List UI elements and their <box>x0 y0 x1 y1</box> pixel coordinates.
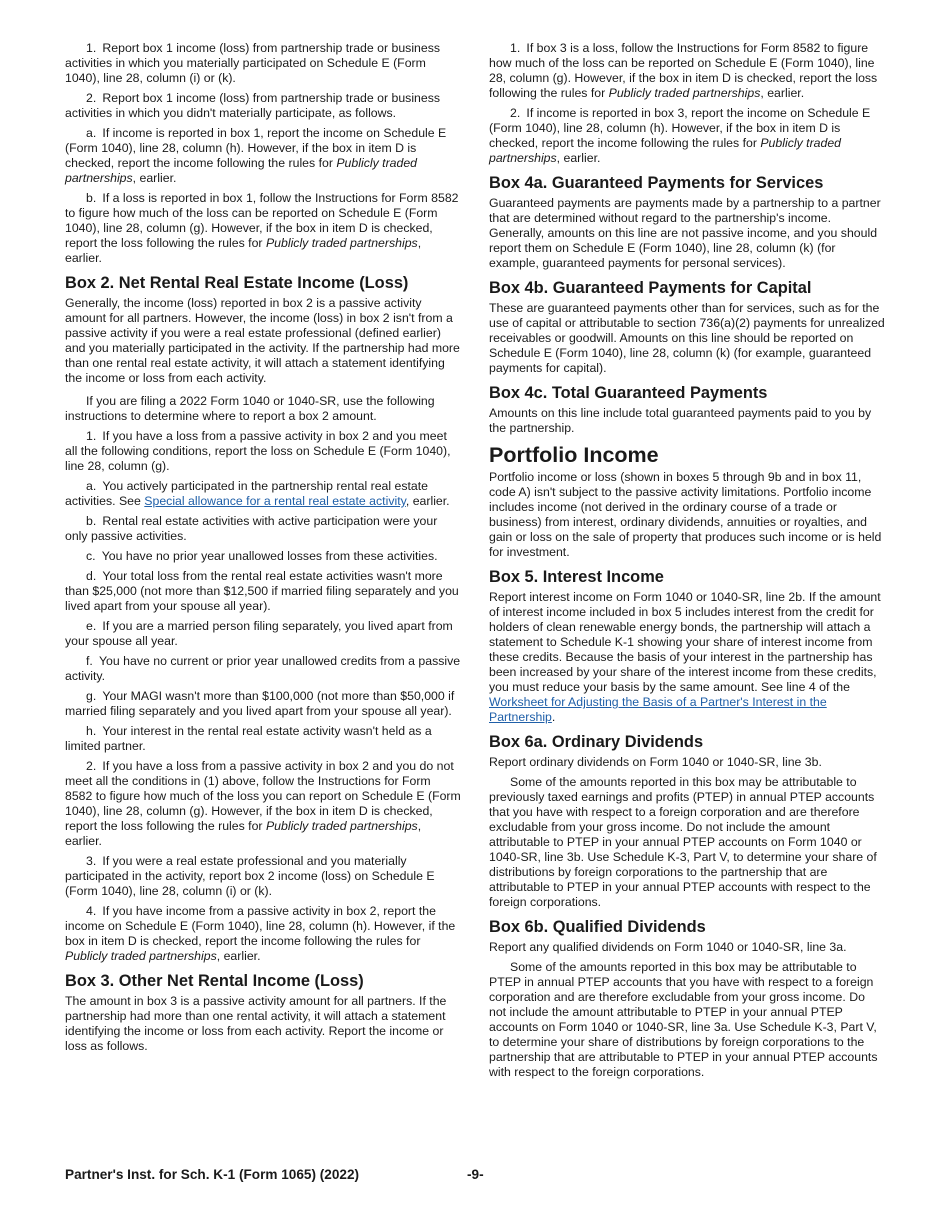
paragraph: g. Your MAGI wasn't more than $100,000 (not more than $50,000 if married filing separately and you lived apart from your spouse all year). <box>65 689 455 718</box>
paragraph: d. Your total loss from the rental real estate activities wasn't more than $25,000 (not more than $12,500 if married filing separately and you lived apart from your spouse all year). <box>65 569 459 613</box>
paragraph: 1. If you have a loss from a passive activity in box 2 and you meet all the following conditions, report the loss on Schedule E (Form 1040), line 28, column (g). <box>65 429 451 473</box>
paragraph: a. You actively participated in the partnership rental real estate activities. See Special allowance for a rental real estate activity, earlier. <box>65 479 450 508</box>
footer-title: Partner's Inst. for Sch. K-1 (Form 1065) (2022) <box>65 1167 360 1182</box>
paragraph: c. You have no prior year unallowed losses from these activities. <box>86 549 438 563</box>
paragraph: Report interest income on Form 1040 or 1040-SR, line 2b. If the amount of interest income included in box 5 includes interest from the credit for holders of clean renewable energy bonds, the partnership will attach a statement to Schedule K-1 showing your share of interest income from these credits. Because the basis of your interest in the partnership has been increased by your share of the interest income from these credits, you must reduce your basis by the same amount. See line 4 of the Worksheet for Adjusting the Basis of a Partner's Interest in the Partnership. <box>489 590 881 724</box>
paragraph: 2. Report box 1 income (loss) from partnership trade or business activities in which you didn't materially participate, as follows. <box>65 91 441 120</box>
paragraph: h. Your interest in the rental real estate activity wasn't held as a limited partner. <box>65 724 432 753</box>
paragraph: Report any qualified dividends on Form 1040 or 1040-SR, line 3a. <box>489 940 847 954</box>
paragraph: If you are filing a 2022 Form 1040 or 1040-SR, use the following instructions to determine where to report a box 2 amount. <box>65 394 435 423</box>
paragraph: 4. If you have income from a passive activity in box 2, report the income on Schedule E (Form 1040), line 28, column (h). However, if the box in item D is checked, report the income following the rules for Publicly traded partnerships, earlier. <box>65 904 456 963</box>
paragraph: The amount in box 3 is a passive activity amount for all partners. If the partnership had more than one rental activity, it will attach a statement identifying the income or loss from each activity. Report the income or loss as follows. <box>65 994 447 1053</box>
paragraph: 2. If you have a loss from a passive activity in box 2 and you do not meet all the conditions in (1) above, follow the Instructions for Form 8582 to figure how much of the loss you can report on Schedule E (Form 1040), line 28, column (g). However, if the box in item D is checked, report the loss following the rules for Publicly traded partnerships, earlier. <box>65 759 461 848</box>
paragraph: b. Rental real estate activities with active participation were your only passive activities. <box>65 514 438 543</box>
section-heading-box2: Box 2. Net Rental Real Estate Income (Loss) <box>65 274 409 292</box>
section-heading-box3: Box 3. Other Net Rental Income (Loss) <box>65 972 364 990</box>
section-heading-box6b: Box 6b. Qualified Dividends <box>489 918 706 936</box>
paragraph: Some of the amounts reported in this box may be attributable to previously taxed earnings and profits (PTEP) in annual PTEP accounts that you have with respect to a foreign corporation and are therefore excludable from your gross income. Do not include the amount attributable to PTEP in your annual PTEP accounts on Form 1040 or 1040-SR, line 3b. Use Schedule K-3, Part V, to determine your share of distributions by foreign corporations to the partnership that are attributable to PTEP in your annual PTEP accounts with respect to the foreign corporations. <box>489 775 877 909</box>
paragraph: Guaranteed payments are payments made by a partnership to a partner that are determined without regard to the partnership's income. Generally, amounts on this line are not passive income, and you should report them on Schedule E (Form 1040), line 28, column (k) (for example, guaranteed payments for personal services). <box>489 196 881 270</box>
paragraph: b. If a loss is reported in box 1, follow the Instructions for Form 8582 to figure how much of the loss can be reported on Schedule E (Form 1040), line 28, column (g). However, if the box in item D is checked, report the loss following the rules for Publicly traded partnerships, earlier. <box>65 191 459 265</box>
section-heading-box6a: Box 6a. Ordinary Dividends <box>489 733 704 751</box>
paragraph: 1. If box 3 is a loss, follow the Instructions for Form 8582 to figure how much of the loss can be reported on Schedule E (Form 1040), line 28, column (g). However, if the box in item D is checked, report the loss following the rules for Publicly traded partnerships, earlier. <box>489 41 878 100</box>
paragraph: a. If income is reported in box 1, report the income on Schedule E (Form 1040), line 28, column (h). However, if the box in item D is checked, report the income following the rules for Publicly traded partnerships, earlier. <box>65 126 447 185</box>
paragraph: f. You have no current or prior year unallowed credits from a passive activity. <box>65 654 461 683</box>
section-heading-box4c: Box 4c. Total Guaranteed Payments <box>489 384 768 402</box>
paragraph: 1. Report box 1 income (loss) from partnership trade or business activities in which you materially participated on Schedule E (Form 1040), line 28, column (i) or (k). <box>65 41 441 85</box>
paragraph: These are guaranteed payments other than for services, such as for the use of capital or attributable to section 736(a)(2) payments for unrealized receivables or goodwill. Amounts on this line should be reported on Schedule E (Form 1040), line 28, column (k) (for example, guaranteed payments for capital). <box>489 301 885 375</box>
paragraph: e. If you are a married person filing separately, you lived apart from your spouse all year. <box>65 619 453 648</box>
special-allowance-link[interactable]: Special allowance for a rental real estate activity <box>144 494 406 508</box>
right-column <box>489 41 885 1085</box>
paragraph: Report ordinary dividends on Form 1040 or 1040-SR, line 3b. <box>489 755 822 769</box>
paragraph: Generally, the income (loss) reported in box 2 is a passive activity amount for all partners. However, the income (loss) in box 2 isn't from a passive activity if you were a real estate professional (defined earlier) and you materially participated in the activity. If the partnership had more than one rental real estate activity, it will attach a statement identifying the income or loss from each activity. <box>65 296 460 385</box>
paragraph: Portfolio income or loss (shown in boxes 5 through 9b and in box 11, code A) isn't subject to the passive activity limitations. Portfolio income includes income (not derived in the ordinary course of a trade or business) from interest, ordinary dividends, annuities or royalties, and gain or loss on the sale of property that produces such income or is held for investment. <box>489 470 882 559</box>
worksheet-basis-link[interactable]: Worksheet for Adjusting the Basis of a Partner's Interest in the Partnership <box>489 695 827 724</box>
paragraph: 2. If income is reported in box 3, report the income on Schedule E (Form 1040), line 28, column (h). However, if the box in item D is checked, report the income following the rules for Publicly traded partnerships, earlier. <box>489 106 871 165</box>
section-heading-portfolio-income: Portfolio Income <box>489 443 659 467</box>
paragraph: 3. If you were a real estate professional and you materially participated in the activity, report box 2 income (loss) on Schedule E (Form 1040), line 28, column (i) or (k). <box>65 854 435 898</box>
section-heading-box5: Box 5. Interest Income <box>489 568 664 586</box>
paragraph: Some of the amounts reported in this box may be attributable to PTEP in annual PTEP accounts that you have with respect to a foreign corporation and are therefore excludable from your gross income. Do not include the amount attributable to PTEP in your annual PTEP accounts on Form 1040 or 1040-SR, line 3a. Use Schedule K-3, Part V, to determine your share of distributions by foreign corporations to the partnership that are attributable to PTEP in your annual PTEP accounts with respect to the foreign corporations. <box>489 960 878 1079</box>
page-footer <box>65 1167 885 1185</box>
page-number: -9- <box>467 1167 484 1182</box>
left-column <box>65 41 461 1059</box>
section-heading-box4b: Box 4b. Guaranteed Payments for Capital <box>489 279 812 297</box>
paragraph: Amounts on this line include total guaranteed payments paid to you by the partnership. <box>489 406 872 435</box>
section-heading-box4a: Box 4a. Guaranteed Payments for Services <box>489 174 824 192</box>
